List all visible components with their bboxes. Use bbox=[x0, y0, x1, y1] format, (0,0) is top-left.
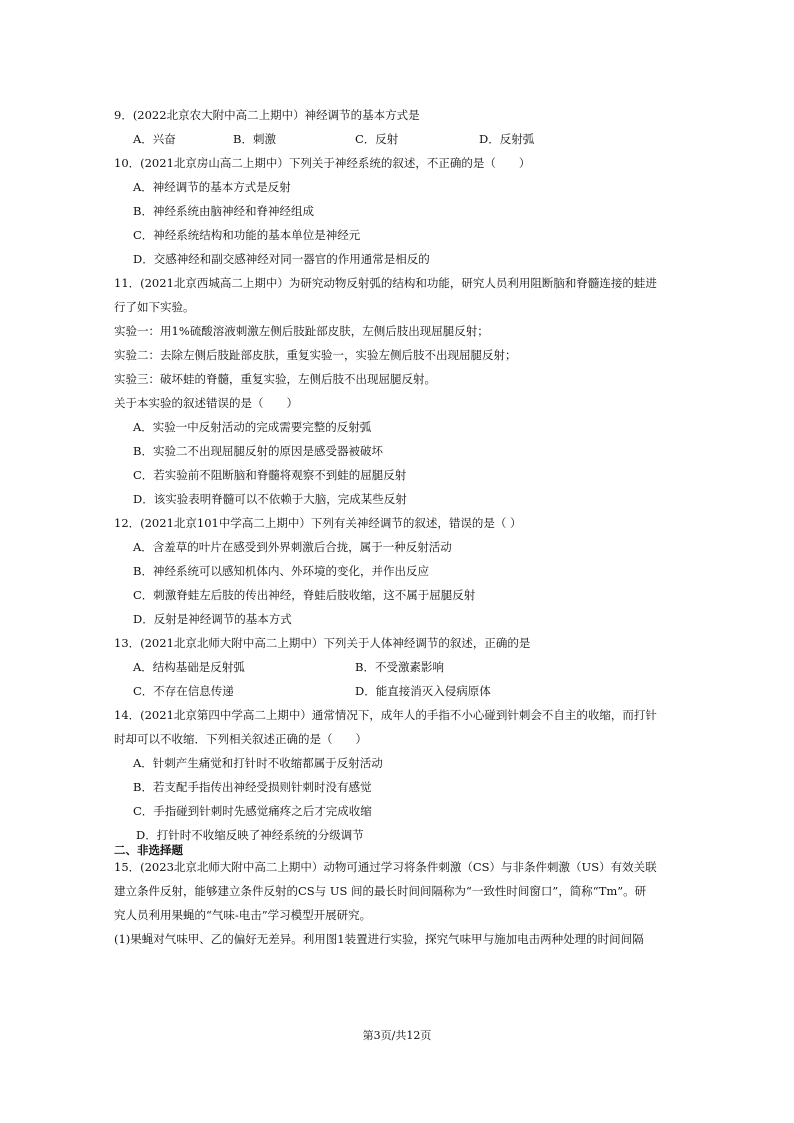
q10-option-b: B．神经系统由脑神经和脊神经组成 bbox=[133, 204, 314, 218]
q11-stem-line1: 11．(2021北京西城高二上期中）为研究动物反射弧的结构和功能，研究人员利用阻断脑和脊髓连接的蛙进 bbox=[114, 276, 657, 290]
q14-option-a: A．针刺产生痛觉和打针时不收缩都属于反射活动 bbox=[133, 756, 383, 770]
q11-option-a: A．实验一中反射活动的完成需要完整的反射弧 bbox=[133, 420, 372, 434]
q13-stem: 13．(2021北京北师大附中高二上期中）下列关于人体神经调节的叙述，正确的是 bbox=[114, 636, 531, 650]
q15-line3: 究人员利用果蝇的“气味-电击”学习模型开展研究。 bbox=[114, 908, 372, 922]
q12-option-a: A．含羞草的叶片在感受到外界刺激后合拢，属于一种反射活动 bbox=[133, 540, 452, 554]
q13-option-b: B．不受激素影响 bbox=[355, 660, 444, 674]
q11-experiment-3: 实验三：破坏蛙的脊髓，重复实验，左侧后肢不出现屈腿反射。 bbox=[114, 372, 436, 386]
q15-line4: (1)果蝇对气味甲、乙的偏好无差异。利用图1装置进行实验，探究气味甲与施加电击两种处理的时间间隔 bbox=[114, 932, 644, 946]
q10-stem: 10．(2021北京房山高二上期中）下列关于神经系统的叙述，不正确的是（ ） bbox=[114, 156, 531, 170]
q13-option-c: C．不存在信息传递 bbox=[133, 684, 234, 698]
q15-line2: 建立条件反射，能够建立条件反射的CS与 US 间的最长时间间隔称为“一致性时间窗口”，简称“Tm”。研 bbox=[114, 884, 647, 898]
q12-option-b: B．神经系统可以感知机体内、外环境的变化，并作出反应 bbox=[133, 564, 429, 578]
q11-option-c: C．若实验前不阻断脑和脊髓将观察不到蛙的屈腿反射 bbox=[133, 468, 407, 482]
q9-options bbox=[133, 131, 693, 147]
q10-option-d: D．交感神经和副交感神经对同一器官的作用通常是相反的 bbox=[133, 252, 430, 266]
q13-options-row1 bbox=[133, 659, 693, 675]
q14-option-b: B．若支配手指传出神经受损则针刺时没有感觉 bbox=[133, 780, 372, 794]
q15-line1: 15．(2023北京北师大附中高二上期中）动物可通过学习将条件刺激（CS）与非条件刺激（US）有效关联 bbox=[114, 860, 657, 874]
q11-option-d: D．该实验表明脊髓可以不依赖于大脑，完成某些反射 bbox=[133, 492, 407, 506]
q12-option-c: C．刺激脊蛙左后肢的传出神经，脊蛙后肢收缩，这不属于屈腿反射 bbox=[133, 588, 476, 602]
q11-option-b: B．实验二不出现屈腿反射的原因是感受器被破坏 bbox=[133, 444, 383, 458]
q11-experiment-2: 实验二：去除左侧后肢趾部皮肤，重复实验一，实验左侧后肢不出现屈腿反射； bbox=[114, 348, 517, 362]
q11-stem-line2: 行了如下实验。 bbox=[114, 300, 195, 314]
q13-option-d: D．能直接消灭入侵病原体 bbox=[355, 684, 491, 698]
page-footer: 第3页/共12页 bbox=[362, 1029, 432, 1042]
q10-option-a: A．神经调节的基本方式是反射 bbox=[133, 180, 291, 194]
q10-option-c: C．神经系统结构和功能的基本单位是神经元 bbox=[133, 228, 361, 242]
q9-option-d: D．反射弧 bbox=[479, 132, 535, 146]
q14-stem-line1: 14．(2021北京第四中学高二上期中）通常情况下，成年人的手指不小心碰到针刺会不自主的收缩，而打针 bbox=[114, 708, 657, 722]
q14-option-d: D．打针时不收缩反映了神经系统的分级调节 bbox=[136, 828, 364, 842]
q9-stem: 9．(2022北京农大附中高二上期中）神经调节的基本方式是 bbox=[114, 108, 420, 122]
q14-option-c: C．手指碰到针刺时先感觉痛疼之后才完成收缩 bbox=[133, 804, 372, 818]
q12-option-d: D．反射是神经调节的基本方式 bbox=[133, 612, 292, 626]
section-heading: 二、非选择题 bbox=[114, 843, 183, 857]
q11-question: 关于本实验的叙述错误的是（ ） bbox=[114, 396, 298, 410]
q9-option-a: A．兴奋 bbox=[133, 132, 176, 146]
q14-stem-line2: 时却可以不收缩．下列相关叙述正确的是（ ） bbox=[114, 732, 367, 746]
q9-option-c: C．反射 bbox=[355, 132, 399, 146]
q9-option-b: B．刺激 bbox=[233, 132, 276, 146]
q12-stem: 12．(2021北京101中学高二上期中）下列有关神经调节的叙述，错误的是（ ） bbox=[114, 516, 522, 530]
q13-option-a: A．结构基础是反射弧 bbox=[133, 660, 245, 674]
q13-options-row2 bbox=[133, 683, 693, 699]
q11-experiment-1: 实验一：用1%硫酸溶液刺激左侧后肢趾部皮肤，左侧后肢出现屈腿反射； bbox=[114, 324, 489, 338]
